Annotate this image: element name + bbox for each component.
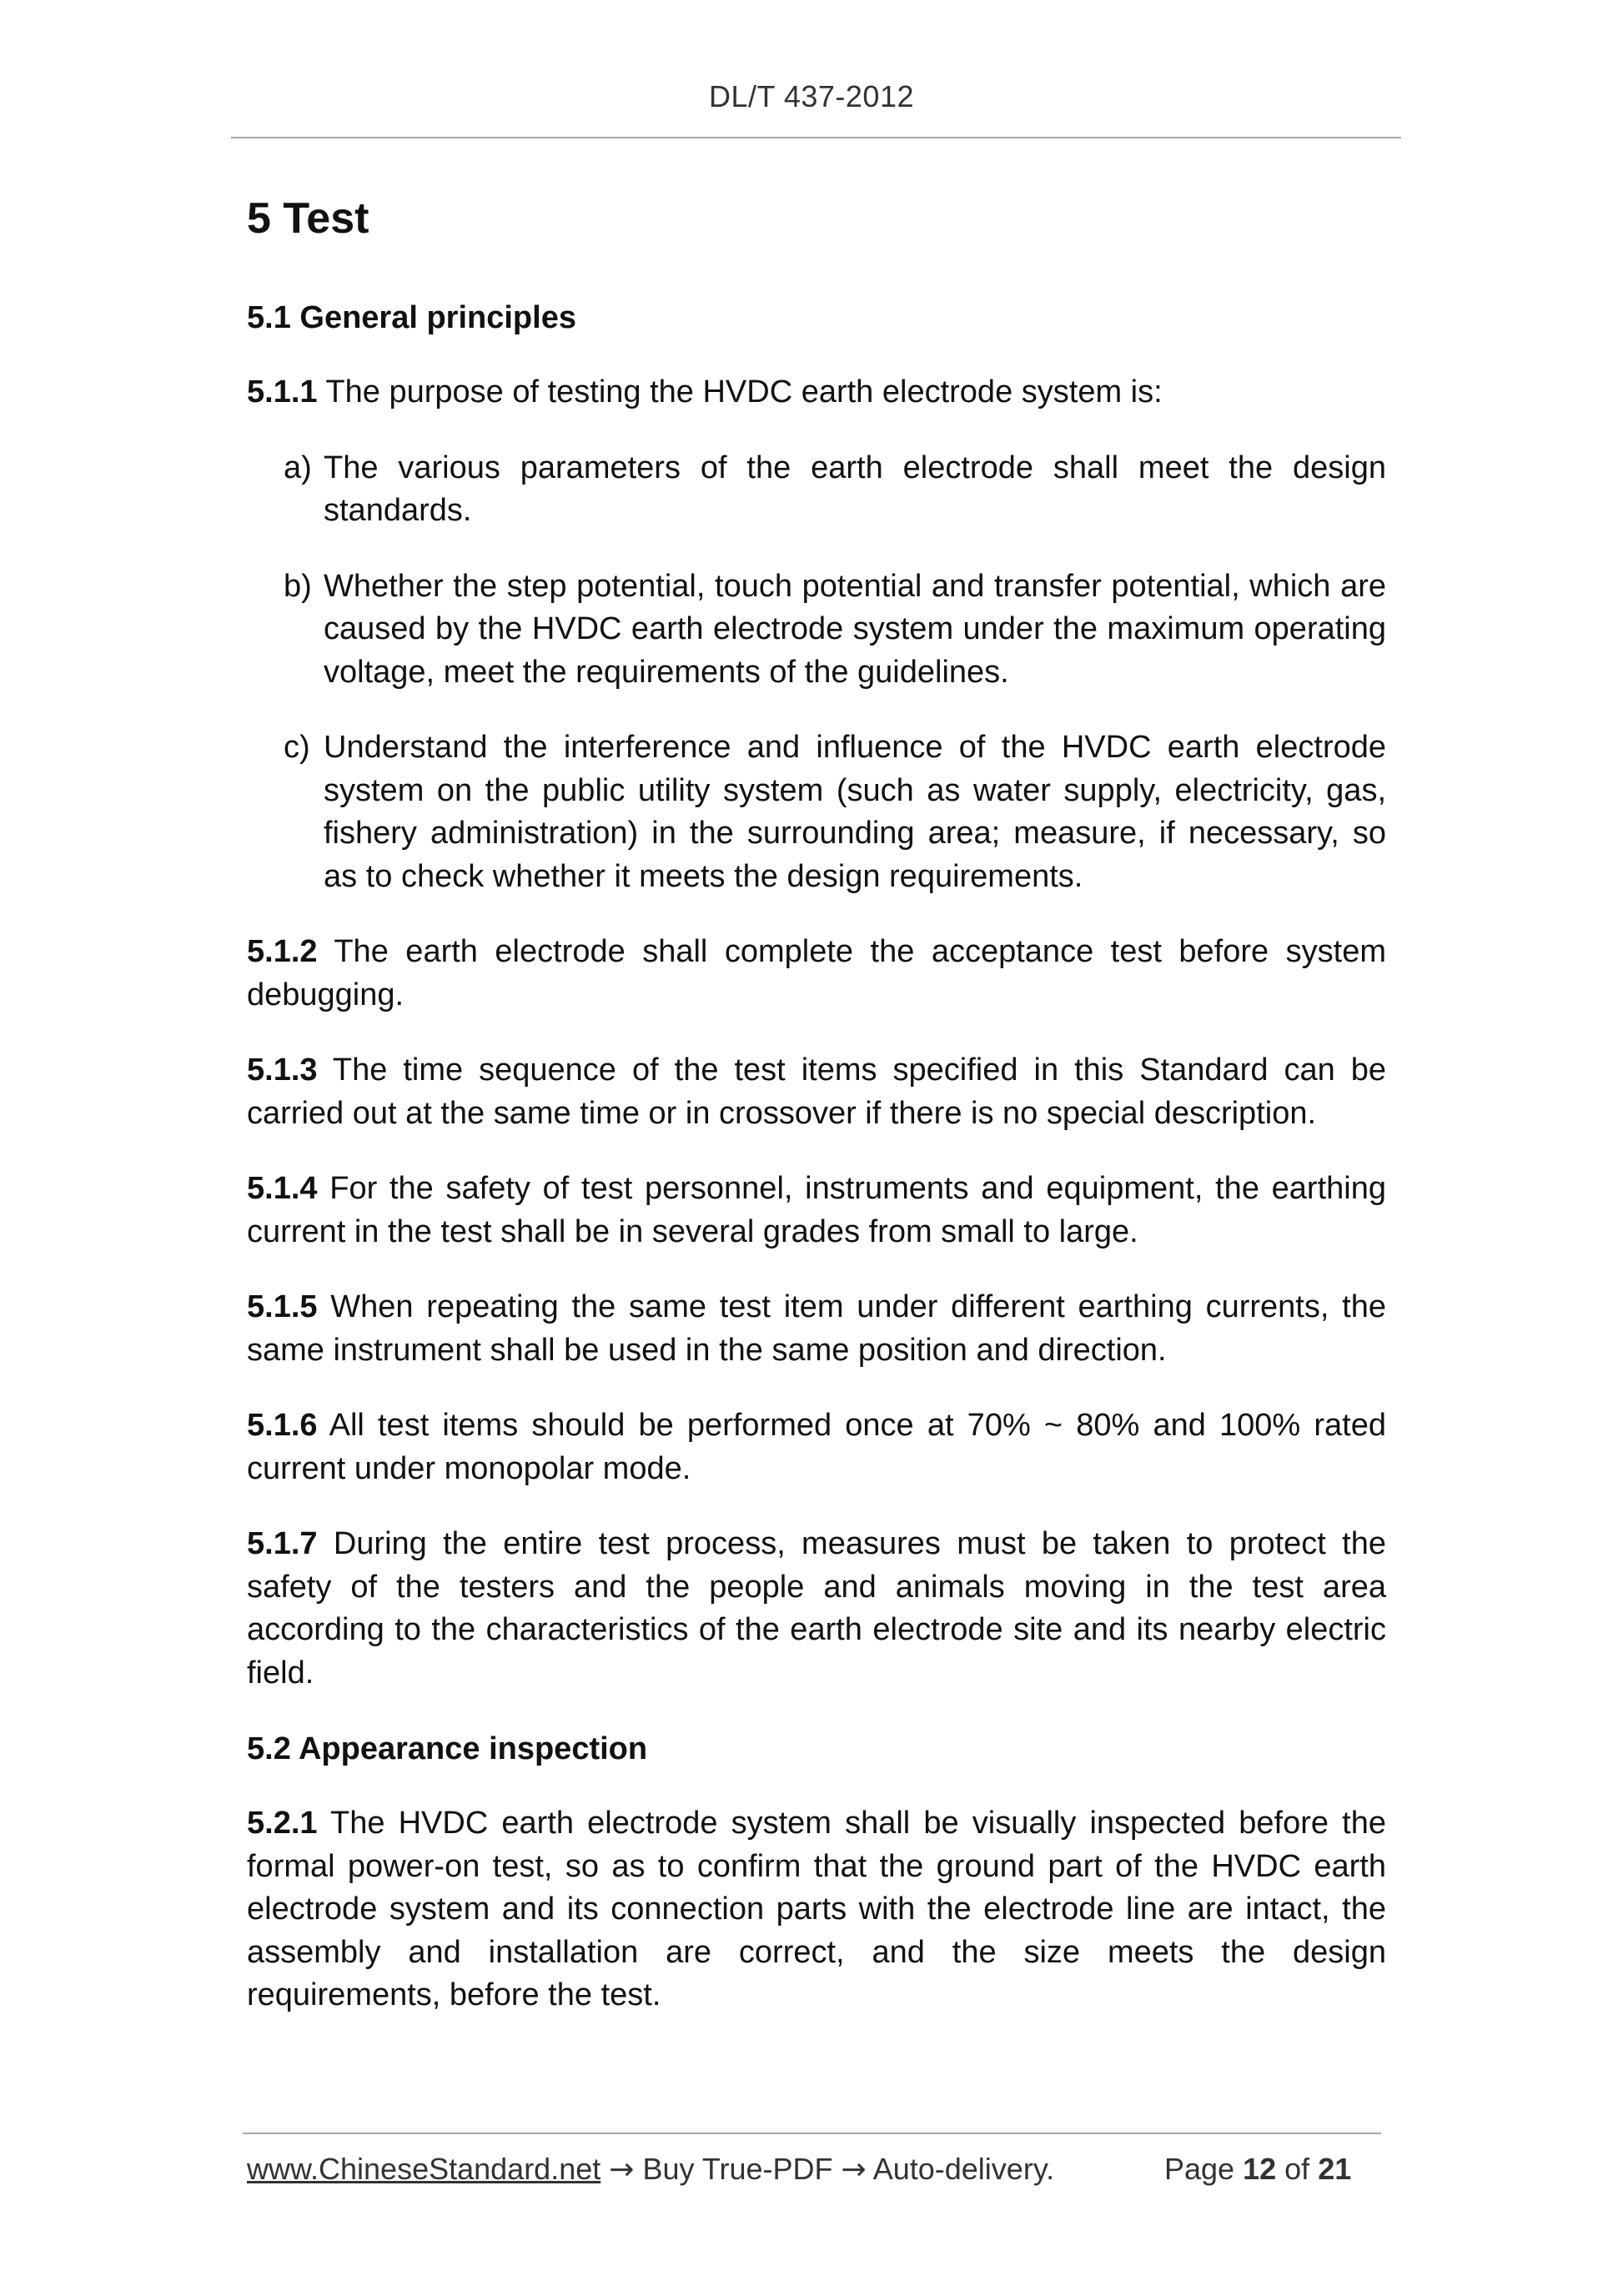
delivery-text: Auto-delivery. <box>872 2152 1055 2186</box>
section-heading-5-1: 5.1 General principles <box>247 300 576 335</box>
clause-text: When repeating the same test item under different earthing currents, the same instrument shall be used in the same position and direction. <box>247 1289 1386 1368</box>
footer-promo <box>247 2152 1054 2187</box>
arrow-right-icon: → <box>841 2153 867 2187</box>
footer-divider <box>243 2133 1381 2134</box>
clause-number: 5.1.1 <box>247 374 318 409</box>
section-heading-5-2: 5.2 Appearance inspection <box>247 1731 648 1766</box>
list-item <box>247 726 1386 898</box>
clause-5-2-1 <box>247 1802 1386 2017</box>
list-item <box>247 447 1386 533</box>
clause-5-1-3 <box>247 1049 1386 1135</box>
header-divider <box>231 137 1401 138</box>
clause-5-1-4 <box>247 1168 1386 1254</box>
clause-number: 5.1.7 <box>247 1526 318 1561</box>
page-footer <box>247 2152 1386 2193</box>
clause-5-1-5 <box>247 1286 1386 1372</box>
clause-number: 5.2.1 <box>247 1806 318 1841</box>
list-item <box>247 565 1386 695</box>
list-marker: b) <box>284 568 312 604</box>
clause-text: The HVDC earth electrode system shall be visually inspected before the formal power-on test, so as to confirm that the ground part of the HVDC earth electrode system and its connection parts with the electrode line are intact, the assembly and installation are correct, and the size meets the design requirements, before the test. <box>247 1806 1386 2012</box>
page-total: 21 <box>1318 2152 1352 2186</box>
list-marker: a) <box>284 450 312 485</box>
clause-number: 5.1.3 <box>247 1053 318 1088</box>
list-item-text: Understand the interference and influence of the HVDC earth electrode system on the public utility system (such as water supply, electricity, gas, fishery administration) in the surrounding area; measure, if necessary, so as to check whether it meets the design requirements. <box>324 730 1386 894</box>
clause-text: During the entire test process, measures must be taken to protect the safety of the testers and the people and animals moving in the test area according to the characteristics of the earth electrode site and its nearby electric field. <box>247 1526 1387 1691</box>
clause-text: The earth electrode shall complete the acceptance test before system debugging. <box>247 934 1387 1012</box>
clause-text: The time sequence of the test items specified in this Standard can be carried out at the same time or in crossover if there is no special description. <box>247 1053 1387 1131</box>
clause-5-1-1 <box>247 371 1386 414</box>
clause-5-1-7 <box>247 1523 1386 1695</box>
buy-text: Buy True-PDF <box>642 2152 833 2186</box>
list-item-text: Whether the step potential, touch potential and transfer potential, which are caused by the HVDC earth electrode system under the maximum operating voltage, meet the requirements of the guidelines. <box>324 568 1386 690</box>
clause-text: All test items should be performed once at 70% ~ 80% and 100% rated current under monopolar mode. <box>247 1408 1386 1486</box>
of-label: of <box>1284 2152 1310 2186</box>
chapter-title: 5 Test <box>247 194 369 243</box>
page-label: Page <box>1164 2152 1235 2186</box>
page-indicator <box>1164 2152 1351 2187</box>
list-marker: c) <box>284 730 310 765</box>
clause-number: 5.1.2 <box>247 934 318 969</box>
page-body <box>247 188 1386 2050</box>
clause-number: 5.1.5 <box>247 1289 318 1324</box>
arrow-right-icon: → <box>609 2153 635 2187</box>
clause-number: 5.1.6 <box>247 1408 318 1443</box>
clause-5-1-2 <box>247 931 1386 1017</box>
page-number: 12 <box>1243 2152 1277 2186</box>
clause-text: For the safety of test personnel, instruments and equipment, the earthing current in the test shall be in several grades from small to large. <box>247 1171 1386 1249</box>
clause-text: The purpose of testing the HVDC earth electrode system is: <box>325 374 1163 409</box>
clause-number: 5.1.4 <box>247 1171 318 1206</box>
clause-5-1-6 <box>247 1404 1386 1490</box>
running-header: DL/T 437-2012 <box>708 79 914 113</box>
list-item-text: The various parameters of the earth electrode shall meet the design standards. <box>324 450 1386 528</box>
purpose-list <box>247 447 1386 899</box>
website-link[interactable]: www.ChineseStandard.net <box>247 2152 601 2186</box>
